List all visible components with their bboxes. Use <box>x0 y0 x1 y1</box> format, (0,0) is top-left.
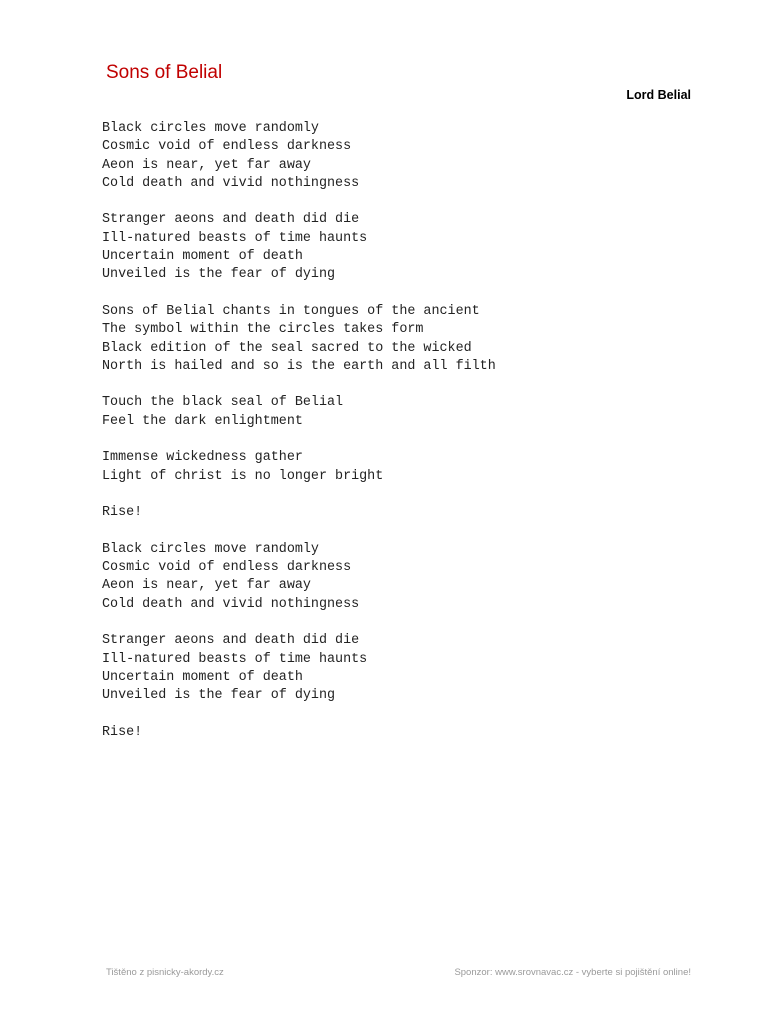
lyric-line: Cosmic void of endless darkness <box>102 560 352 576</box>
lyric-line: Feel the dark enlightment <box>102 413 303 429</box>
lyric-line: Rise! <box>102 724 143 740</box>
lyric-line: Black circles move randomly <box>102 541 319 557</box>
footer-sponsor: Sponzor: www.srovnavac.cz - vyberte si pojištění online! <box>454 967 691 978</box>
song-title: Sons of Belial <box>106 62 223 83</box>
lyrics-stanza <box>102 541 702 614</box>
lyric-line: Black circles move randomly <box>102 121 319 136</box>
lyric-line: Ill-natured beasts of time haunts <box>102 230 368 246</box>
lyric-line: Uncertain moment of death <box>102 249 303 265</box>
artist-name: Lord Belial <box>626 88 691 102</box>
lyric-line: Stranger aeons and death did die <box>102 633 360 649</box>
footer-printed-from: Tištěno z pisnicky-akordy.cz <box>106 967 224 978</box>
lyrics-stanza <box>102 504 702 522</box>
lyric-line: Aeon is near, yet far away <box>102 157 311 173</box>
lyric-line: Rise! <box>102 505 143 521</box>
lyrics-stanza <box>102 632 702 705</box>
lyric-line: Black edition of the seal sacred to the wicked <box>102 340 472 356</box>
lyrics-stanza <box>102 120 702 193</box>
lyric-line: Touch the black seal of Belial <box>102 395 344 411</box>
lyric-line: Cold death and vivid nothingness <box>102 175 360 191</box>
lyric-line: Light of christ is no longer bright <box>102 468 384 484</box>
lyrics-body <box>102 120 702 760</box>
lyrics-stanza <box>102 449 702 486</box>
lyric-line: Ill-natured beasts of time haunts <box>102 651 368 667</box>
lyric-line: Stranger aeons and death did die <box>102 212 360 228</box>
lyric-line: North is hailed and so is the earth and all filth <box>102 358 496 374</box>
lyrics-stanza <box>102 303 702 376</box>
lyric-line: Sons of Belial chants in tongues of the ancient <box>102 303 480 319</box>
lyric-line: Unveiled is the fear of dying <box>102 267 336 283</box>
lyric-line: Immense wickedness gather <box>102 450 303 466</box>
lyric-line: The symbol within the circles takes form <box>102 322 424 338</box>
lyric-line: Uncertain moment of death <box>102 669 303 685</box>
lyric-line: Cold death and vivid nothingness <box>102 596 360 612</box>
lyric-line: Cosmic void of endless darkness <box>102 139 352 155</box>
lyrics-stanza <box>102 211 702 284</box>
lyrics-stanza <box>102 394 702 431</box>
lyrics-stanza <box>102 724 702 742</box>
lyric-line: Aeon is near, yet far away <box>102 578 311 594</box>
lyric-line: Unveiled is the fear of dying <box>102 688 336 704</box>
